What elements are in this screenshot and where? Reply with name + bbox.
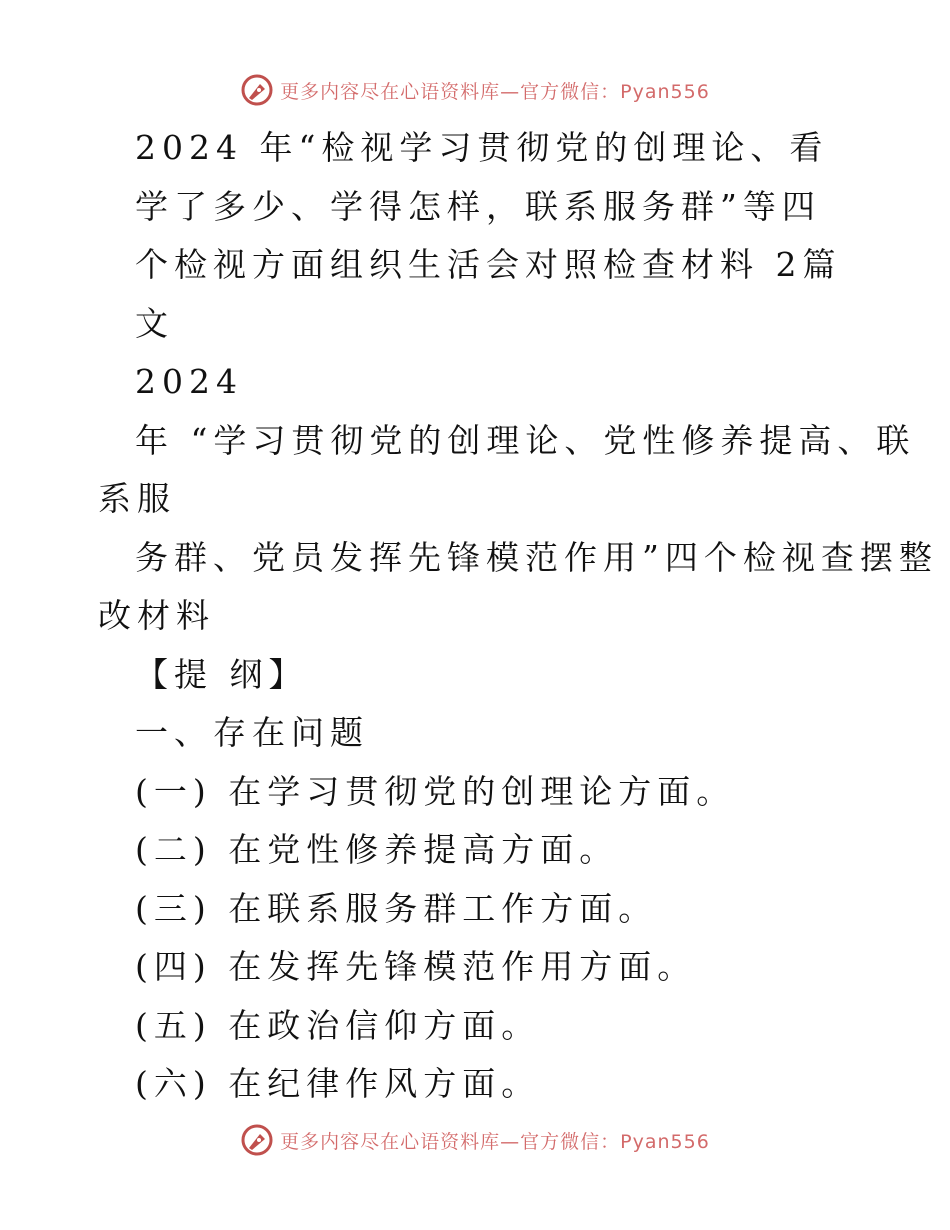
pen-nib-circle-icon <box>240 73 274 107</box>
section-heading: 一、存在问题 <box>135 713 369 752</box>
title-line-2: 学了多少、学得怎样，联系服务群”等四 <box>135 187 821 226</box>
title-line-3: 个检视方面组织生活会对照检查材料 2篇 <box>135 245 842 284</box>
list-item: (一) 在学习贯彻党的创理论方面。 <box>135 772 736 811</box>
body-line-4: 改材料 <box>98 596 215 635</box>
body-line-year: 2024 <box>135 362 243 401</box>
watermark-text: 更多内容尽在心语资料库—官方微信：Pyan556 <box>280 1130 710 1153</box>
title-line-1: 2024 年“检视学习贯彻党的创理论、看 <box>135 128 829 167</box>
pen-nib-circle-icon <box>240 1123 274 1157</box>
list-item: (四) 在发挥先锋模范作用方面。 <box>135 947 697 986</box>
body-line-1: 年 “学习贯彻党的创理论、党性修养提高、联 <box>135 421 916 460</box>
header-watermark <box>0 70 950 110</box>
list-item: (二) 在党性修养提高方面。 <box>135 830 619 869</box>
body-line-2: 系服 <box>98 479 176 518</box>
list-item: (五) 在政治信仰方面。 <box>135 1006 541 1045</box>
watermark-text: 更多内容尽在心语资料库—官方微信：Pyan556 <box>280 80 710 103</box>
list-item: (六) 在纪律作风方面。 <box>135 1064 541 1103</box>
outline-heading: 【提 纲】 <box>135 655 308 694</box>
list-item: (三) 在联系服务群工作方面。 <box>135 889 658 928</box>
body-line-3: 务群、党员发挥先锋模范作用”四个检视查摆整 <box>135 538 938 577</box>
footer-watermark <box>0 1120 950 1160</box>
title-line-4: 文 <box>135 304 174 343</box>
